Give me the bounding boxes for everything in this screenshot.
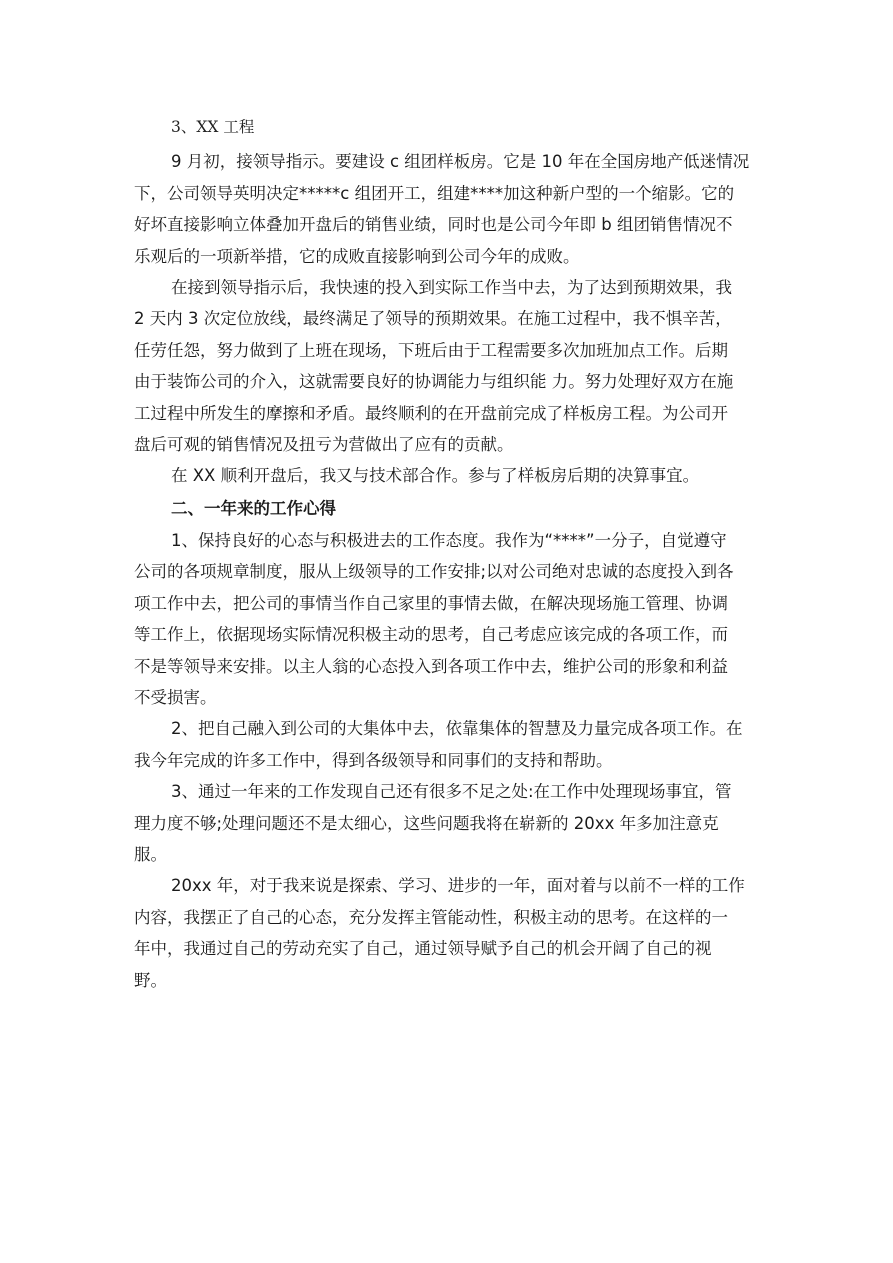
paragraph-line: 工过程中所发生的摩擦和矛盾。最终顺利的在开盘前完成了样板房工程。为公司开 [134,403,728,423]
paragraph-line: 3、通过一年来的工作发现自己还有很多不足之处:在工作中处理现场事宜，管 [171,782,732,802]
insight-paragraph [134,870,766,996]
paragraph-line: 年中，我通过自己的劳动充实了自己，通过领导赋予自己的机会开阔了自己的视 [134,939,712,959]
paragraph-line: 等工作上，依据现场实际情况积极主动的思考，自己考虑应该完成的各项工作，而 [134,625,728,645]
paragraphs-after [134,525,766,996]
paragraph-line: 好坏直接影响立体叠加开盘后的销售业绩，同时也是公司今年即 b 组团销售情况不 [134,215,733,235]
paragraph-line: 不受损害。 [134,687,217,707]
paragraph-line: 由于装饰公司的介入，这就需要良好的协调能力与组织能 力。努力处理好双方在施 [134,372,734,392]
paragraph-line: 下，公司领导英明决定*****c 组团开工，组建****加这种新户型的一个缩影。它的 [134,183,735,203]
document-body [134,112,766,996]
body-paragraph [134,460,766,491]
paragraph-line: 在 XX 顺利开盘后，我又与技术部合作。参与了样板房后期的决算事宜。 [171,466,700,486]
paragraph-line: 2、把自己融入到公司的大集体中去，依靠集体的智慧及力量完成各项工作。在 [171,719,743,739]
paragraph-line: 在接到领导指示后，我快速的投入到实际工作当中去，为了达到预期效果，我 [171,278,732,298]
subheading-xx-project: 3、XX 工程 [171,118,255,136]
paragraphs-before [134,146,766,491]
paragraph-line: 乐观后的一项新举措，它的成败直接影响到公司今年的成败。 [134,246,580,266]
insight-paragraph [134,776,766,870]
paragraph-line: 我今年完成的许多工作中，得到各级领导和同事们的支持和帮助。 [134,750,613,770]
paragraph-line: 公司的各项规章制度，服从上级领导的工作安排;以对公司绝对忠诚的态度投入到各 [134,562,734,582]
paragraph-line: 项工作中去，把公司的事情当作自己家里的事情去做，在解决现场施工管理、协调 [134,593,728,613]
paragraph-line: 20xx 年，对于我来说是探索、学习、进步的一年，面对着与以前不一样的工作 [171,876,745,896]
paragraph-line: 野。 [134,970,167,990]
paragraph-line: 理力度不够;处理问题还不是太细心，这些问题我将在崭新的 20xx 年多加注意克 [134,813,719,833]
insight-paragraph [134,525,766,713]
paragraph-line: 任劳任怨，努力做到了上班在现场，下班后由于工程需要多次加班加点工作。后期 [134,340,728,360]
section-heading-work-insights: 二、一年来的工作心得 [171,498,336,518]
body-paragraph [134,146,766,272]
paragraph-line: 盘后可观的销售情况及扭亏为营做出了应有的贡献。 [134,435,514,455]
paragraph-line: 内容，我摆正了自己的心态，充分发挥主管能动性，积极主动的思考。在这样的一 [134,907,728,927]
body-paragraph [134,272,766,460]
paragraph-line: 不是等领导来安排。以主人翁的心态投入到各项工作中去，维护公司的形象和利益 [134,656,728,676]
paragraph-line: 2 天内 3 次定位放线，最终满足了领导的预期效果。在施工过程中，我不惧辛苦， [134,309,732,329]
paragraph-line: 9 月初，接领导指示。要建设 c 组团样板房。它是 10 年在全国房地产低迷情况 [171,152,750,172]
paragraph-line: 1、保持良好的心态与积极进去的工作态度。我作为“****”一分子，自觉遵守 [171,530,727,550]
paragraph-line: 服。 [134,844,167,864]
insight-paragraph [134,713,766,776]
